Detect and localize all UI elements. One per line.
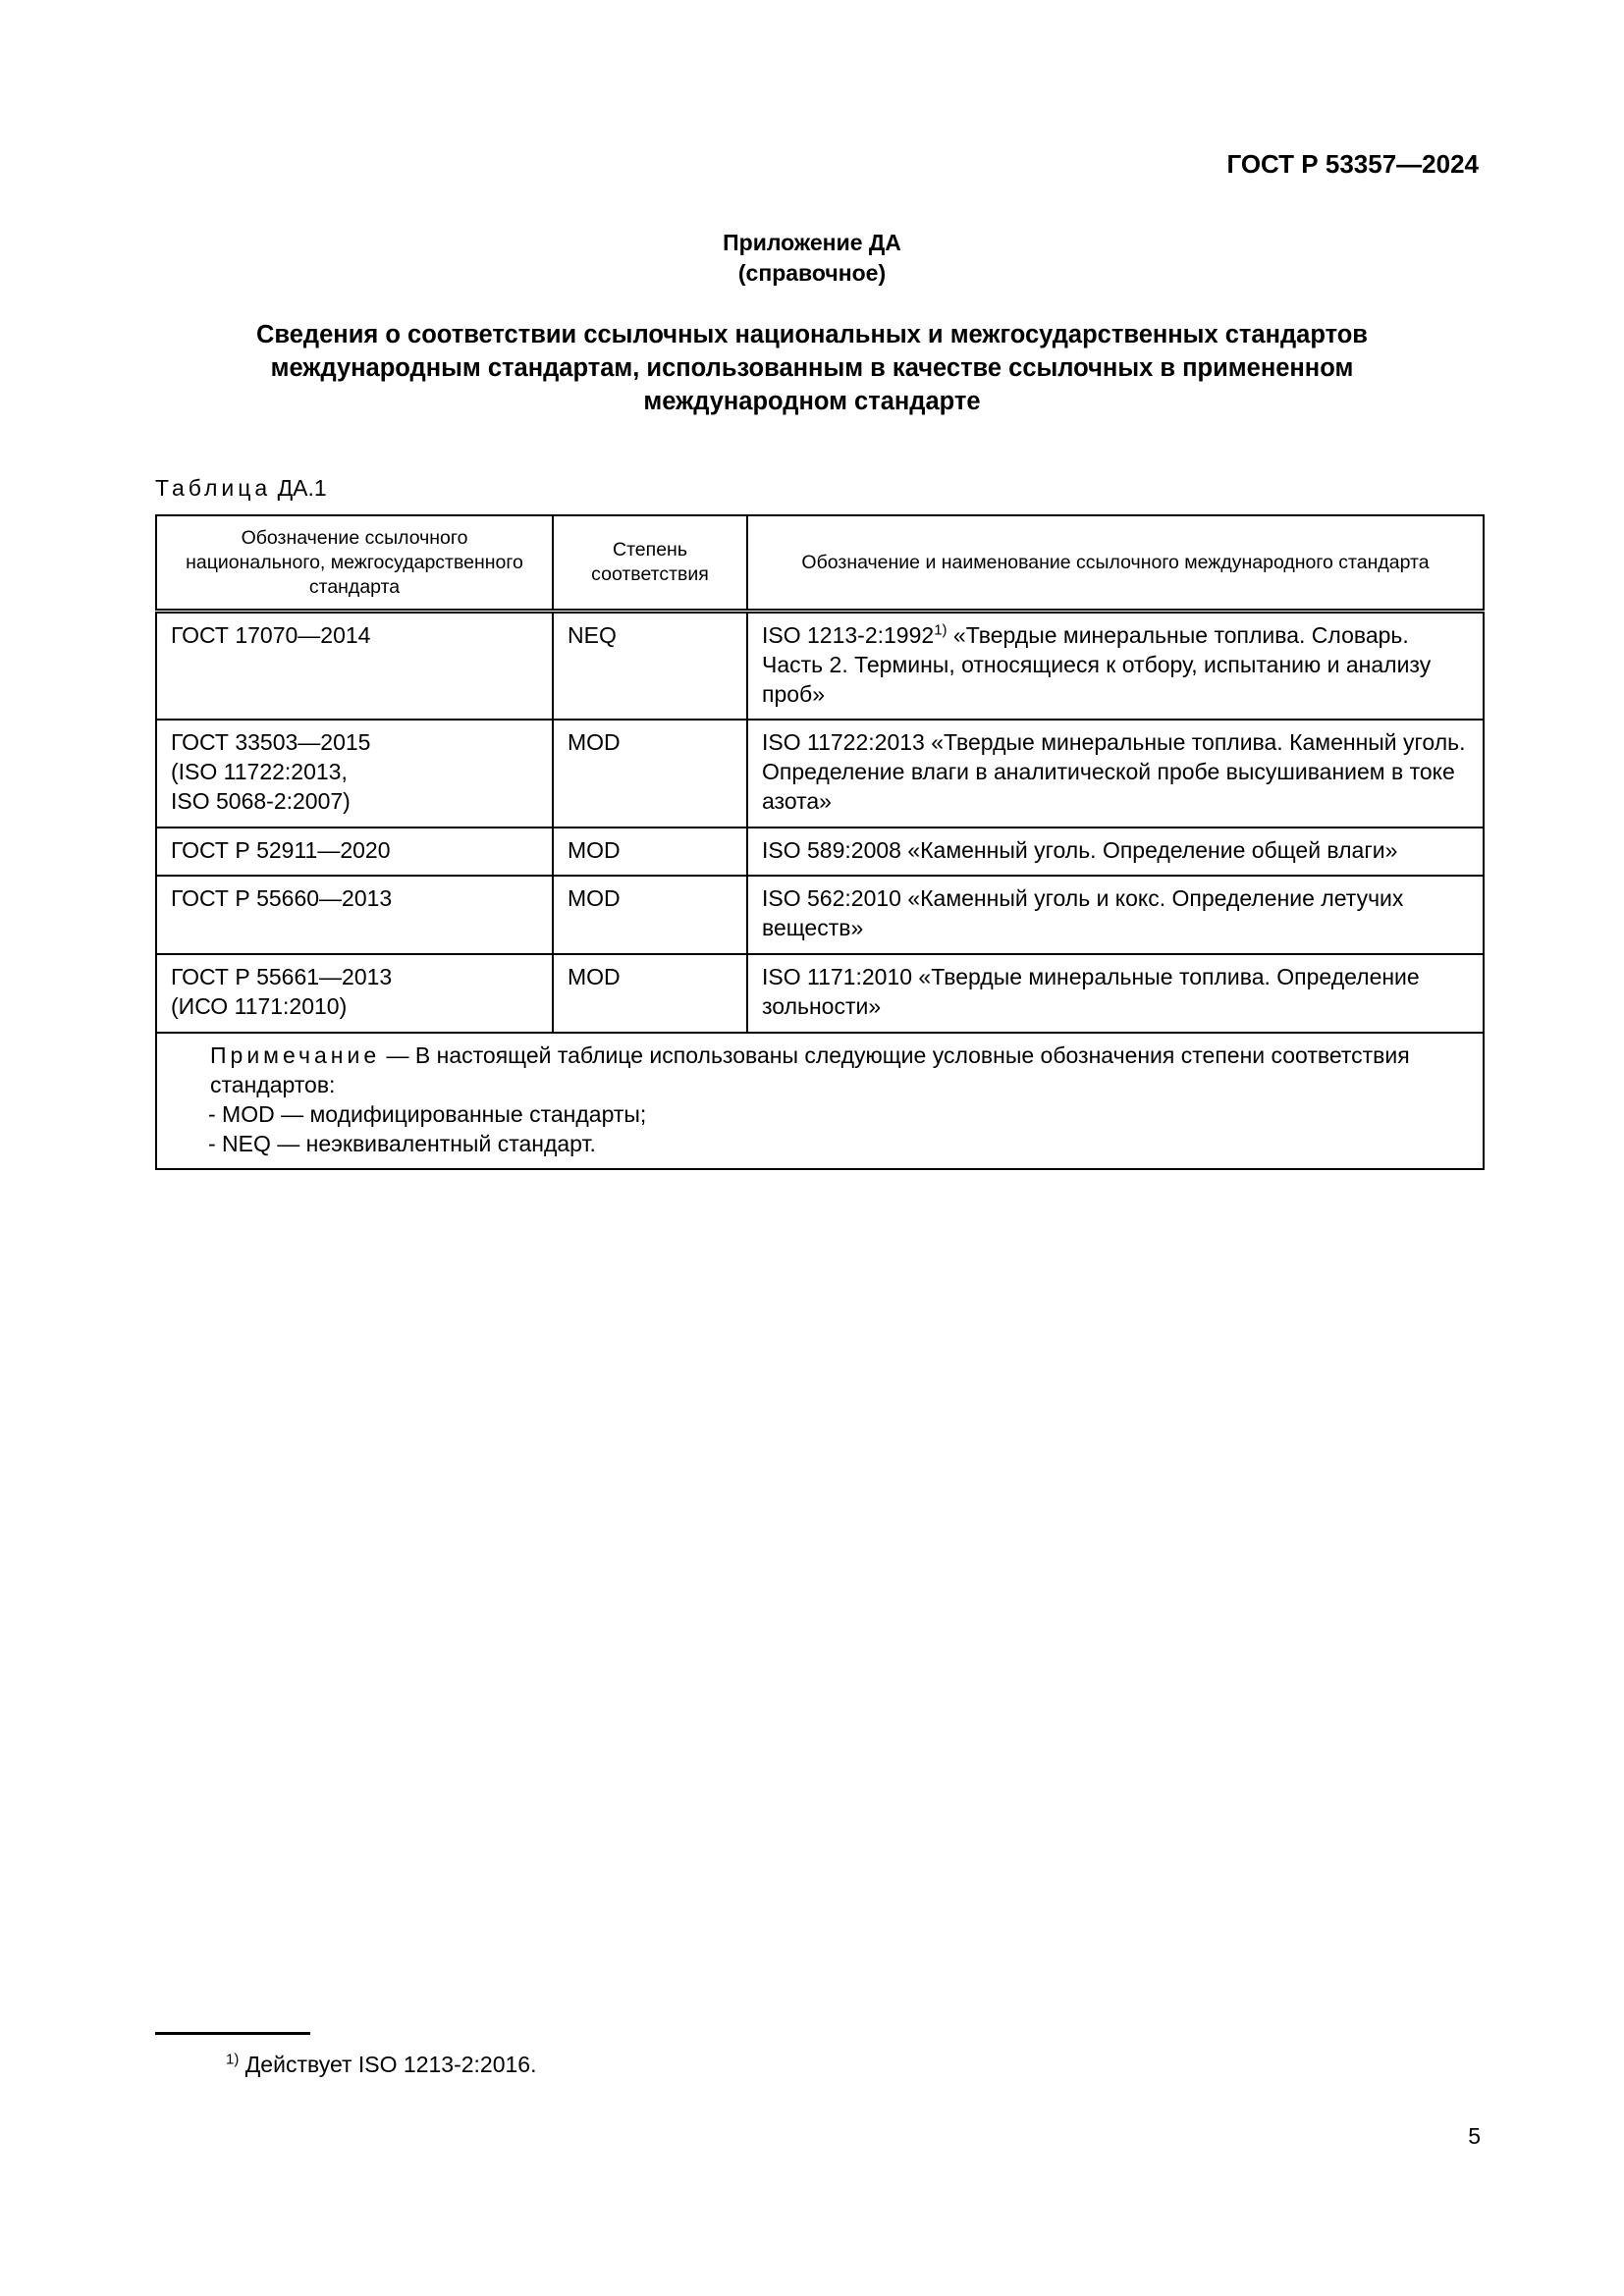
note-paragraph [171,1041,1469,1099]
annex-title: Приложение ДА [723,230,901,255]
table-row [156,954,1484,1033]
international-standard-cell [747,876,1484,954]
table-caption-number: ДА.1 [277,475,327,501]
degree-cell: MOD [553,720,747,828]
header-international-designation: Обозначение и наименование ссылочного международного стандарта [747,515,1484,612]
degree-cell: MOD [553,876,747,954]
table-header-row [156,515,1484,612]
annex-subtitle: (справочное) [737,260,887,286]
designation-line: ГОСТ 17070—2014 [171,622,371,648]
footnote-marker: 1) [226,2051,240,2068]
international-code: ISO 589:2008 [762,837,901,863]
footnote [226,2050,536,2079]
table-row [156,612,1484,721]
footnote-ref: 1) [934,621,947,639]
national-designation-cell [156,612,553,721]
page-number: 5 [1468,2123,1481,2149]
section-title-line: Сведения о соответствии ссылочных национальных и межгосударственных стандартов [256,321,1368,348]
table-note [156,1033,1484,1169]
national-designation-cell [156,828,553,876]
national-designation-cell [156,954,553,1033]
degree-cell: MOD [553,954,747,1033]
designation-line: ISO 5068-2:2007) [171,788,351,814]
international-standard-cell [747,828,1484,876]
table-note-row [156,1033,1484,1169]
footnote-text: Действует ISO 1213-2:2016. [239,2052,537,2077]
designation-line: ГОСТ Р 55661—2013 [171,964,393,989]
designation-line: ГОСТ 33503—2015 [171,729,371,755]
international-standard-cell [747,954,1484,1033]
international-code: ISO 1171:2010 [762,964,913,989]
international-title: «Каменный уголь и кокс. Определение летучих веществ» [762,885,1404,940]
table-row [156,720,1484,828]
section-title [157,318,1467,418]
international-standard-cell [747,720,1484,828]
degree-cell: NEQ [553,612,747,721]
note-item: - NEQ — неэквивалентный стандарт. [208,1131,596,1156]
international-title: «Твердые минеральные топлива. Каменный уголь. Определение влаги в аналитической пробе высушиванием в токе азота» [762,729,1466,814]
note-item: - MOD — модифицированные стандарты; [208,1101,647,1127]
international-standard-cell [747,612,1484,721]
footnote-rule [155,2032,310,2035]
table-caption [155,474,327,502]
table-row [156,828,1484,876]
international-code: ISO 11722:2013 [762,729,925,755]
designation-line: ГОСТ Р 55660—2013 [171,885,393,911]
degree-cell: MOD [553,828,747,876]
international-title: «Твердые минеральные топлива. Словарь. Часть 2. Термины, относящиеся к отбору, испытанию и анализу проб» [762,622,1432,707]
standards-table [155,514,1485,1170]
designation-line: (ISO 11722:2013, [171,759,348,784]
note-text: — В настоящей таблице использованы следующие условные обозначения степени соответствия стандартов: [210,1042,1410,1097]
header-national-designation: Обозначение ссылочного национального, межгосударственного стандарта [156,515,553,612]
document-code: ГОСТ Р 53357—2024 [1226,149,1479,179]
note-label: Примечание [210,1042,381,1068]
national-designation-cell [156,720,553,828]
international-title: «Каменный уголь. Определение общей влаги» [900,837,1398,863]
table-row [156,876,1484,954]
section-title-line: международном стандарте [643,388,981,415]
annex-heading [0,228,1624,289]
header-degree: Степень соответствия [553,515,747,612]
international-code: ISO 1213-2:1992 [762,622,935,648]
designation-line: (ИСО 1171:2010) [171,993,348,1019]
international-code: ISO 562:2010 [762,885,901,911]
table-caption-word: Таблица [155,475,272,501]
national-designation-cell [156,876,553,954]
designation-line: ГОСТ Р 52911—2020 [171,837,391,863]
section-title-line: международным стандартам, использованным в качестве ссылочных в примененном [270,354,1354,382]
international-title: «Твердые минеральные топлива. Определение зольности» [762,964,1420,1019]
